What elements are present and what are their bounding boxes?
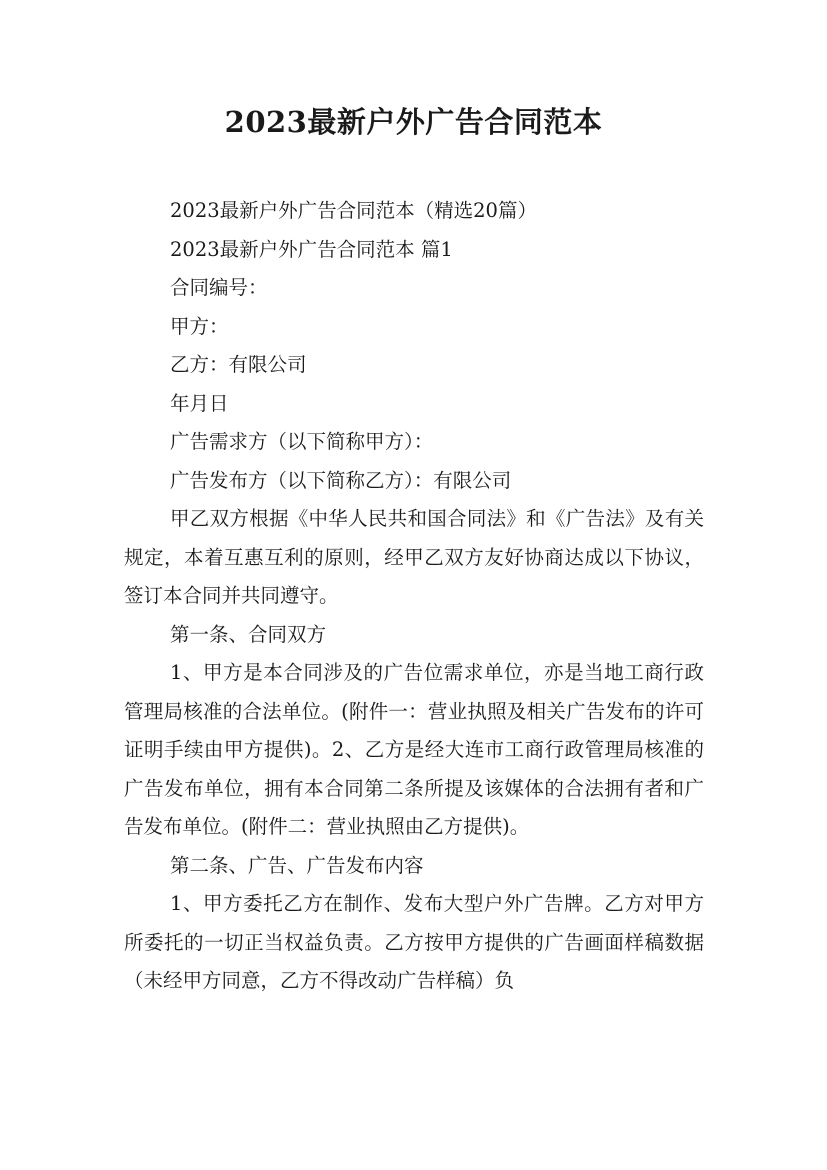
publisher-line: 广告发布方（以下简称乙方）：有限公司 (170, 468, 512, 492)
date-line: 年月日 (170, 391, 229, 415)
subtitle-line: 2023最新户外广告合同范本（精选20篇） (170, 199, 537, 222)
section-title-line: 2023最新户外广告合同范本 篇1 (170, 237, 453, 261)
contract-number-line: 合同编号： (170, 276, 268, 299)
document-body (124, 192, 704, 1001)
party-b-line: 乙方：有限公司 (170, 353, 307, 376)
article2-heading: 第二条、广告、广告发布内容 (170, 853, 424, 877)
agreement-paragraph: 甲乙双方根据《中华人民共和国合同法》和《广告法》及有关规定，本着互惠互利的原则，经甲乙双方友好协商达成以下协议，签订本合同并共同遵守。 (124, 507, 704, 607)
document-title: 2023最新户外广告合同范本 (224, 105, 603, 139)
advertiser-line: 广告需求方（以下简称甲方）： (170, 430, 434, 453)
article2-paragraph: 1、甲方委托乙方在制作、发布大型户外广告牌。乙方对甲方所委托的一切正当权益负责。乙方按甲方提供的广告画面样稿数据（未经甲方同意，乙方不得改动广告样稿）负 (124, 892, 704, 992)
party-a-line: 甲方： (170, 314, 229, 338)
article1-heading: 第一条、合同双方 (170, 622, 327, 646)
article1-paragraph: 1、甲方是本合同涉及的广告位需求单位，亦是当地工商行政管理局核准的合法单位。(附件一：营业执照及相关广告发布的许可证明手续由甲方提供)。2、乙方是经大连市工商行政管理局核准的广告发布单位，拥有本合同第二条所提及该媒体的合法拥有者和广告发布单位。(附件二：营业执照由乙方提供)。 (124, 661, 704, 838)
